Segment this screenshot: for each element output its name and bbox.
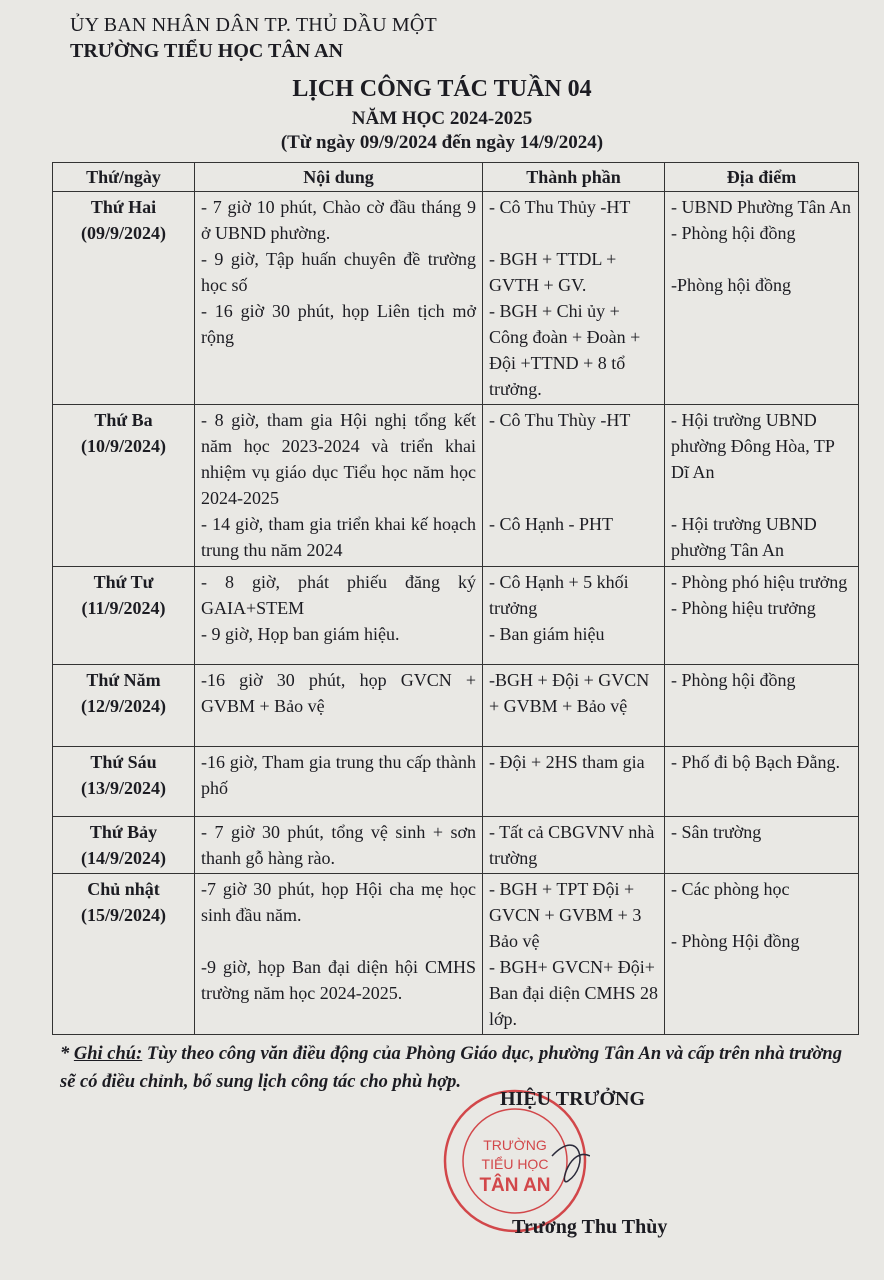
cell-location: [665, 747, 859, 817]
footnote-label: Ghi chú:: [73, 1044, 143, 1064]
location-line: - Phòng phó hiệu trưởng: [671, 572, 848, 592]
cell-participants: [483, 405, 665, 567]
location-line: - Phòng hội đồng: [671, 223, 796, 243]
cell-content: [195, 567, 483, 665]
table-header-row: [53, 163, 859, 192]
table-row: [53, 817, 859, 874]
location-line: -Phòng hội đồng: [671, 275, 792, 295]
spacer: [489, 433, 658, 459]
cell-day: [53, 874, 195, 1035]
day-name: Thứ Hai: [90, 197, 157, 217]
content-line: -7 giờ 30 phút, họp Hội cha mẹ học sinh đầu năm.: [201, 879, 476, 925]
participants-line: - Cô Thu Thủy -HT: [489, 197, 631, 217]
day-date: (10/9/2024): [81, 436, 166, 456]
school-name: TRƯỜNG TIỂU HỌC TÂN AN: [70, 40, 344, 62]
content-line: - 8 giờ, phát phiếu đăng ký GAIA+STEM: [201, 572, 476, 618]
date-range: (Từ ngày 09/9/2024 đến ngày 14/9/2024): [280, 132, 604, 153]
location-line: - Phòng hiệu trưởng: [671, 598, 816, 618]
cell-content: [195, 817, 483, 874]
day-name: Thứ Bảy: [89, 822, 158, 842]
content-line: - 9 giờ, Tập huấn chuyên đề trường học số: [201, 249, 476, 295]
participants-line: - BGH + TPT Đội + GVCN + GVBM + 3 Bảo vệ: [489, 879, 642, 951]
cell-day: [53, 567, 195, 665]
seal-text: TÂN AN: [479, 1175, 551, 1196]
table-row: [53, 874, 859, 1035]
location-line: - Hội trường UBND phường Tân An: [671, 514, 817, 560]
table-row: [53, 405, 859, 567]
day-date: (12/9/2024): [81, 696, 166, 716]
cell-location: [665, 874, 859, 1035]
day-name: Thứ Ba: [94, 410, 153, 430]
location-line: - Phòng Hội đồng: [671, 931, 800, 951]
cell-content: [195, 405, 483, 567]
spacer: [671, 485, 852, 511]
signature-role: HIỆU TRƯỞNG: [500, 1088, 646, 1110]
column-header-participants: Thành phần: [483, 163, 665, 192]
cell-participants: [483, 747, 665, 817]
column-header-location: Địa điểm: [665, 163, 859, 192]
day-date: (13/9/2024): [81, 778, 166, 798]
cell-location: [665, 192, 859, 405]
authority-name: ỦY BAN NHÂN DÂN TP. THỦ DẦU MỘT: [70, 14, 437, 36]
spacer: [671, 902, 852, 928]
participants-line: - BGH + Chi ủy + Công đoàn + Đoàn + Đội +TTND + 8 tổ trưởng.: [489, 301, 641, 399]
schedule-body: [53, 192, 859, 1035]
participants-line: - Đội + 2HS tham gia: [489, 752, 645, 772]
location-line: - Các phòng học: [671, 879, 790, 899]
table-row: [53, 747, 859, 817]
column-header-content: Nội dung: [195, 163, 483, 192]
spacer: [671, 246, 852, 272]
footnote-text: Tùy theo công văn điều động của Phòng Giáo dục, phường Tân An và cấp trên nhà trường sẽ có điều chỉnh, bổ sung lịch công tác cho phù hợp.: [60, 1044, 842, 1092]
cell-location: [665, 665, 859, 747]
content-line: - 7 giờ 10 phút, Chào cờ đầu tháng 9 ở UBND phường.: [201, 197, 476, 243]
content-line: -9 giờ, họp Ban đại diện hội CMHS trường năm học 2024-2025.: [201, 957, 476, 1003]
participants-line: - Ban giám hiệu: [489, 624, 605, 644]
table-row: [53, 665, 859, 747]
location-line: - Hội trường UBND phường Đông Hòa, TP Dĩ An: [671, 410, 835, 482]
participants-line: - Cô Hạnh - PHT: [489, 514, 613, 534]
day-date: (09/9/2024): [81, 223, 166, 243]
participants-line: - Cô Thu Thùy -HT: [489, 410, 631, 430]
cell-participants: [483, 567, 665, 665]
signature-name: Trương Thu Thùy: [512, 1216, 668, 1238]
day-date: (15/9/2024): [81, 905, 166, 925]
location-line: - Phòng hội đồng: [671, 670, 796, 690]
table-row: [53, 567, 859, 665]
day-date: (11/9/2024): [81, 598, 166, 618]
content-line: - 14 giờ, tham gia triển khai kế hoạch trung thu năm 2024: [201, 514, 476, 560]
spacer: [489, 220, 658, 246]
table-row: [53, 192, 859, 405]
participants-line: -BGH + Đội + GVCN + GVBM + Bảo vệ: [489, 670, 650, 716]
day-name: Thứ Tư: [93, 572, 154, 592]
column-header-day: Thứ/ngày: [53, 163, 195, 192]
cell-day: [53, 747, 195, 817]
cell-day: [53, 405, 195, 567]
content-line: - 7 giờ 30 phút, tổng vệ sinh + sơn thanh gỗ hàng rào.: [201, 822, 476, 868]
cell-day: [53, 192, 195, 405]
cell-participants: [483, 665, 665, 747]
content-line: - 16 giờ 30 phút, họp Liên tịch mở rộng: [201, 301, 476, 347]
footnote-prefix: *: [60, 1044, 74, 1064]
participants-line: - BGH+ GVCN+ Đội+ Ban đại diện CMHS 28 lớp.: [489, 957, 658, 1029]
cell-content: [195, 192, 483, 405]
cell-location: [665, 405, 859, 567]
content-line: - 8 giờ, tham gia Hội nghị tổng kết năm học 2023-2024 và triển khai nhiệm vụ giáo dục Tiểu học năm học 2024-2025: [201, 410, 476, 508]
cell-location: [665, 817, 859, 874]
content-line: -16 giờ, Tham gia trung thu cấp thành phố: [201, 752, 476, 798]
location-line: - Phố đi bộ Bạch Đằng.: [671, 752, 840, 772]
spacer: [201, 928, 476, 954]
page-title: LỊCH CÔNG TÁC TUẦN 04: [292, 76, 592, 102]
cell-content: [195, 874, 483, 1035]
cell-content: [195, 665, 483, 747]
participants-line: - BGH + TTDL + GVTH + GV.: [489, 249, 617, 295]
location-line: - UBND Phường Tân An: [671, 197, 851, 217]
seal-text: TRƯỜNG: [483, 1137, 547, 1153]
day-name: Thứ Năm: [86, 670, 161, 690]
location-line: - Sân trường: [671, 822, 762, 842]
cell-day: [53, 665, 195, 747]
day-date: (14/9/2024): [81, 848, 166, 868]
participants-line: - Tất cả CBGVNV nhà trường: [489, 822, 655, 868]
day-name: Thứ Sáu: [90, 752, 157, 772]
cell-location: [665, 567, 859, 665]
content-line: - 9 giờ, Họp ban giám hiệu.: [201, 624, 400, 644]
content-line: -16 giờ 30 phút, họp GVCN + GVBM + Bảo vệ: [201, 670, 476, 716]
day-name: Chủ nhật: [87, 879, 160, 899]
cell-participants: [483, 817, 665, 874]
cell-participants: [483, 874, 665, 1035]
cell-participants: [483, 192, 665, 405]
participants-line: - Cô Hạnh + 5 khối trưởng: [489, 572, 629, 618]
schedule-table: [52, 162, 859, 1035]
cell-day: [53, 817, 195, 874]
school-year: NĂM HỌC 2024-2025: [351, 108, 533, 129]
seal-text: TIỂU HỌC: [481, 1156, 549, 1172]
spacer: [489, 485, 658, 511]
cell-content: [195, 747, 483, 817]
spacer: [489, 459, 658, 485]
